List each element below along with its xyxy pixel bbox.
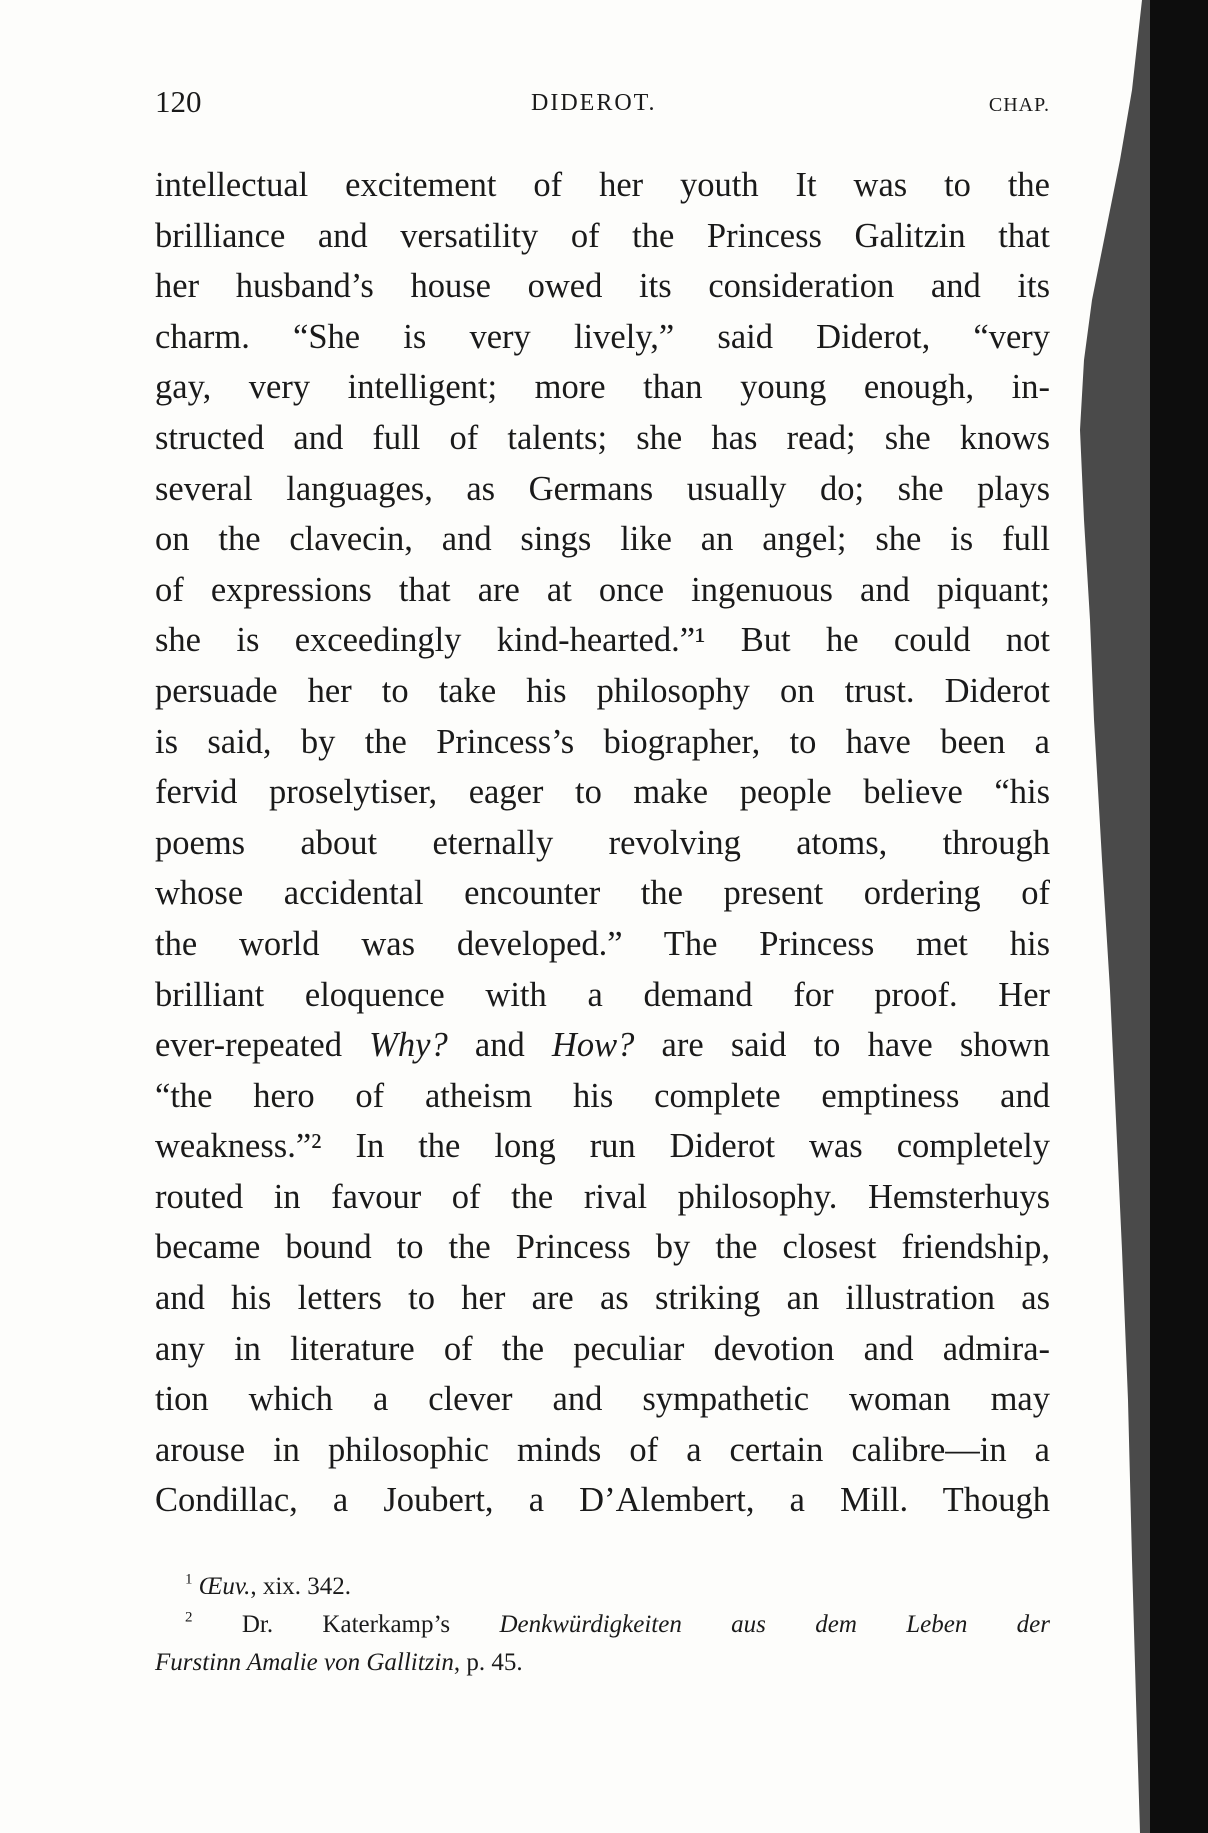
text-line: gay, very intelligent; more than young enough, in-: [155, 368, 1050, 407]
text-line: intellectual excitement of her youth It was to the: [155, 166, 1050, 204]
text-line: is said, by the Princess’s biographer, to have been a: [155, 722, 1050, 761]
page-header: [155, 84, 1050, 124]
text-line: brilliant eloquence with a demand for proof. Her: [155, 975, 1050, 1014]
text-line: she is exceedingly kind-hearted.”¹ But he could not: [155, 621, 1050, 660]
body-text: [155, 160, 1050, 1526]
footnote-2: [155, 1606, 1050, 1644]
text-line: weakness.”² In the long run Diderot was completely: [155, 1127, 1050, 1166]
text-line: whose accidental encounter the present ordering of: [155, 874, 1050, 913]
footnote-title: Denkwürdigkeiten aus dem Leben der: [499, 1611, 1050, 1638]
text-line: tion which a clever and sympathetic woman may: [155, 1380, 1050, 1419]
footnote-title: Furstinn Amalie von Gallitzin: [155, 1649, 454, 1676]
text-line: the world was developed.” The Princess met his: [155, 924, 1050, 963]
scan-edge: [1150, 0, 1208, 1833]
text-fragment: and: [447, 1026, 552, 1065]
footnote-text: Dr. Katerkamp’s: [192, 1611, 500, 1638]
text-line: persuade her to take his philosophy on trust. Diderot: [155, 671, 1050, 710]
italic-why: Why?: [369, 1026, 448, 1065]
text-line: poems about eternally revolving atoms, through: [155, 823, 1050, 862]
text-fragment: are said to have shown: [634, 1026, 1050, 1065]
text-line: and his letters to her are as striking an illustration as: [155, 1279, 1050, 1318]
text-line-with-italics: [155, 1020, 1050, 1071]
text-line: structed and full of talents; she has read; she knows: [155, 418, 1050, 457]
text-line: charm. “She is very lively,” said Diderot, “very: [155, 317, 1050, 356]
footnote-text: , p. 45.: [453, 1649, 523, 1676]
text-line: arouse in philosophic minds of a certain calibre—in a: [155, 1430, 1050, 1469]
text-line: Condillac, a Joubert, a D’Alembert, a Mill. Though: [155, 1481, 1050, 1520]
text-line: brilliance and versatility of the Princess Galitzin that: [155, 216, 1050, 255]
text-fragment: ever-repeated: [155, 1026, 370, 1065]
text-line: “the hero of atheism his complete emptiness and: [155, 1076, 1050, 1115]
page-number: 120: [155, 84, 202, 119]
text-line: several languages, as Germans usually do; she plays: [155, 469, 1050, 508]
chapter-label: CHAP.: [988, 94, 1050, 116]
text-line: became bound to the Princess by the closest friendship,: [155, 1228, 1050, 1267]
footnote-2-continued: [155, 1644, 1050, 1682]
text-line: of expressions that are at once ingenuous and piquant;: [155, 570, 1050, 609]
footnotes: [155, 1568, 1050, 1682]
footnote-mark: 1: [185, 1571, 193, 1588]
footnote-text: , xix. 342.: [250, 1573, 352, 1600]
text-line: routed in favour of the rival philosophy. Hemsterhuys: [155, 1177, 1050, 1216]
footnote-1: [155, 1568, 1050, 1606]
text-line: fervid proselytiser, eager to make people believe “his: [155, 773, 1050, 812]
footnote-title: Œuv.: [198, 1573, 251, 1600]
text-line: on the clavecin, and sings like an angel; she is full: [155, 520, 1050, 559]
footnote-mark: 2: [185, 1609, 193, 1626]
text-line: her husband’s house owed its consideration and its: [155, 267, 1050, 306]
running-title: DIDEROT.: [531, 90, 657, 116]
text-line: any in literature of the peculiar devotion and admira-: [155, 1329, 1050, 1368]
italic-how: How?: [551, 1026, 635, 1065]
